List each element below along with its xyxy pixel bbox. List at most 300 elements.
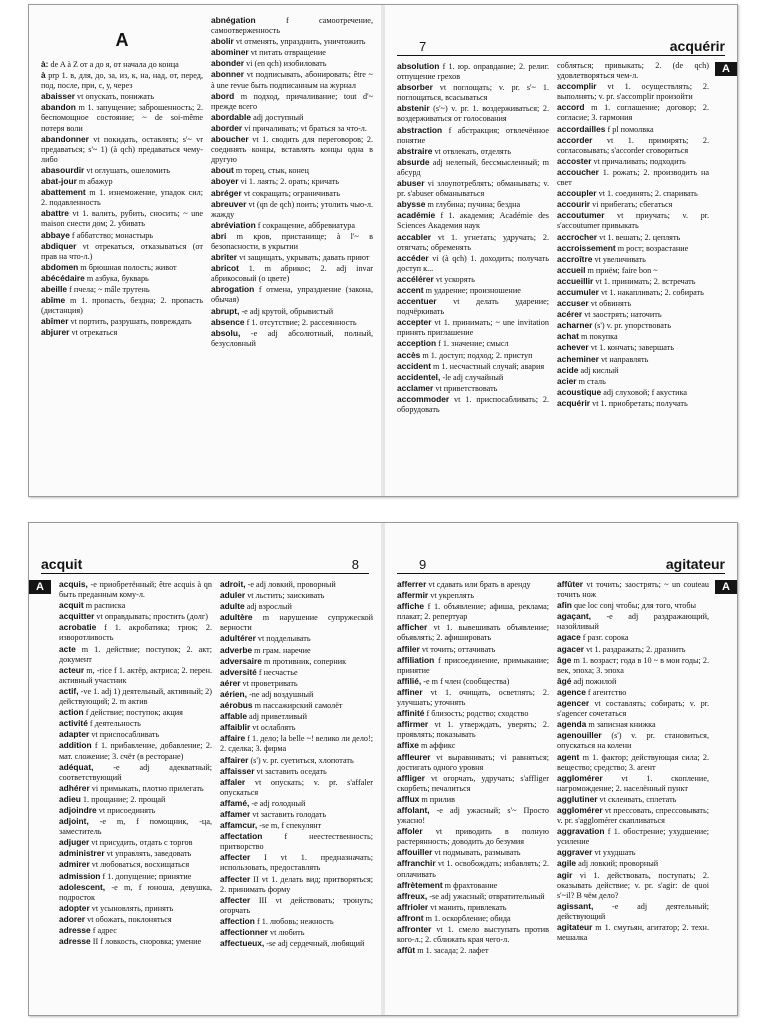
entry-headword: adolescent, xyxy=(59,881,106,892)
entry-headword: adorer xyxy=(59,913,86,924)
entry-headword: affront xyxy=(397,912,424,923)
entry-definition: vt любоваться, восхищаться xyxy=(89,860,190,870)
entry-definition: vt оглушать, ошеломить xyxy=(84,165,171,175)
section-letter: A xyxy=(115,30,129,50)
entry-definition: m прилив xyxy=(419,794,455,804)
entry-definition: vt льстить; заискивать xyxy=(245,591,325,601)
entry-headword: adhérer xyxy=(59,782,90,793)
entry-definition: vt 1. осуществлять; 2. выполнять; v. pr. s'accomplir произойти xyxy=(557,82,709,102)
dictionary-entry xyxy=(397,178,549,199)
dictionary-entry xyxy=(220,852,373,873)
dictionary-entry xyxy=(211,134,373,165)
entry-headword: affecter xyxy=(220,894,251,905)
dictionary-entry xyxy=(557,102,709,123)
entries xyxy=(397,579,549,956)
entry-definition: vt 1. кончать; завершать xyxy=(588,343,674,353)
entry-definition: f 1. дело; la belle ~! велико ли дело!; 2. сделка; 3. фирма xyxy=(220,734,373,754)
dictionary-entry xyxy=(59,600,212,611)
dictionary-entry xyxy=(220,927,373,938)
dictionary-entry xyxy=(397,773,549,794)
page-columns xyxy=(397,61,709,488)
dictionary-entry xyxy=(557,805,709,826)
entry-definition: vt делать ударение; подчёркивать xyxy=(397,297,549,317)
entry-headword: accoster xyxy=(557,155,592,166)
entry-headword: abbaye xyxy=(41,229,70,240)
dictionary-entry xyxy=(397,719,549,740)
entry-headword: agir xyxy=(557,869,573,880)
entry-definition: vt манить, привлекать xyxy=(428,902,507,912)
entry-headword: affaiblir xyxy=(220,722,251,733)
entry-headword: agglomérer xyxy=(557,772,603,783)
entry-definition: f 1. допущение; принятие xyxy=(100,871,192,881)
entry-headword: achat xyxy=(557,331,579,342)
dictionary-entry xyxy=(397,210,549,231)
entry-headword: abricot xyxy=(211,263,239,274)
entry-headword: abdiquer xyxy=(41,240,77,251)
entry-headword: abasourdir xyxy=(41,164,85,175)
dictionary-entry xyxy=(59,611,212,622)
page-number: 7 xyxy=(419,39,427,54)
entry-definition: II f ловкость, сноровка; умение xyxy=(90,937,202,947)
entry-headword: achever xyxy=(557,342,589,353)
entry-headword: aérien, xyxy=(220,688,248,699)
entry-headword: absolu, xyxy=(211,327,241,338)
entry-definition: vt оправдывать; простить (долг) xyxy=(94,612,208,622)
entry-headword: afin xyxy=(557,600,572,611)
entry-definition: f 1. юр. оправдание; 2. религ. отпущение грехов xyxy=(397,62,549,82)
dictionary-entry xyxy=(557,870,709,901)
entry-headword: adieu xyxy=(59,793,81,804)
dictionary-entry xyxy=(41,273,203,284)
entry-headword: acharner xyxy=(557,320,593,331)
dictionary-entry xyxy=(59,794,212,805)
dictionary-entry xyxy=(397,82,549,103)
entry-definition: m покупка xyxy=(578,332,618,342)
dictionary-entry xyxy=(220,667,373,678)
entries xyxy=(211,15,373,349)
entry-definition: vt усыновлять, принять xyxy=(89,903,174,913)
entry-headword: affoler xyxy=(397,826,423,837)
entry-headword: acte xyxy=(59,643,76,654)
entry-headword: agencer xyxy=(557,698,590,709)
entry-headword: agenda xyxy=(557,719,587,730)
entry-definition: m нарушение супружеской верности xyxy=(220,613,373,633)
dictionary-entry xyxy=(41,230,203,241)
entry-definition: f 1. акробатика; трюк; 2. изворотливость xyxy=(59,623,212,643)
dictionary-entry xyxy=(397,579,549,590)
page-number: 9 xyxy=(419,557,427,572)
entry-definition: -e adj крутой, обрывистый xyxy=(239,306,334,316)
entry-headword: affût xyxy=(397,945,416,956)
entry-definition: f действие; поступок; акция xyxy=(83,708,183,718)
entry-definition: vi злоупотреблять; обманывать; v. pr. s'abuser обманываться xyxy=(397,179,549,199)
entry-headword: affixe xyxy=(397,740,419,751)
dictionary-entry xyxy=(59,871,212,882)
entry-definition: m брюшная полость; живот xyxy=(78,262,177,272)
entry-headword: abuser xyxy=(397,178,425,189)
entry-definition: f 1. отсутствие; 2. рассеянность xyxy=(244,317,357,327)
dictionary-entry xyxy=(397,103,549,124)
entry-definition: vt заострять; наточить xyxy=(582,310,662,320)
column-2 xyxy=(211,15,373,488)
dictionary-entry xyxy=(59,718,212,729)
dictionary-entry xyxy=(397,338,549,349)
dictionary-entry xyxy=(397,601,549,622)
entry-headword: abréger xyxy=(211,187,242,198)
entry-headword: affrètement xyxy=(397,879,443,890)
dictionary-entry xyxy=(41,262,203,273)
entries xyxy=(557,579,709,943)
entry-headword: accord xyxy=(557,102,585,113)
entry-definition: m 1. засада; 2. лафет xyxy=(415,946,489,956)
dictionary-entry xyxy=(557,287,709,298)
page-columns xyxy=(397,579,709,1007)
entry-definition: vt 1. примирять; 2. согласовывать; s'accorder сговориться xyxy=(557,135,709,155)
entry-headword: affinité xyxy=(397,708,425,719)
entry-definition: adj доступный xyxy=(251,112,304,122)
dictionary-entry xyxy=(59,882,212,903)
dictionary-entry xyxy=(397,708,549,719)
entry-headword: abominer xyxy=(211,47,249,58)
dictionary-entry xyxy=(557,773,709,794)
entry-definition: adj нелепый, бессмысленный; m абсурд xyxy=(397,157,549,177)
dictionary-entry xyxy=(59,665,212,686)
entry-definition: vt приучать; v. pr. s'accoutumer привыкать xyxy=(557,211,709,231)
entry-headword: agglutiner xyxy=(557,793,598,804)
dictionary-entry xyxy=(41,91,203,102)
entry-definition: vt опускать, понижать xyxy=(75,92,154,102)
entry-definition: I vt 1. предназначать; использовать, предоставлять xyxy=(220,853,373,873)
entry-headword: acérer xyxy=(557,309,583,320)
entry-definition: -e adj ужасный; s'~ Просто ужасно! xyxy=(397,805,549,826)
entry-definition: m кров, пристанище; à l'~ в безопасности, в укрытии xyxy=(211,231,373,251)
dictionary-entry xyxy=(557,794,709,805)
dictionary-entry xyxy=(397,902,549,913)
dictionary-entry xyxy=(211,231,373,252)
dictionary-entry xyxy=(397,826,549,847)
entry-definition: vt 1. принимать; 2. встречать xyxy=(593,276,696,286)
dictionary-entry xyxy=(59,805,212,816)
entry-definition: III vt действовать; тронуть; огорчать xyxy=(220,895,373,915)
dictionary-entry xyxy=(557,719,709,730)
dictionary-entry xyxy=(557,611,709,632)
entry-definition: vt направлять xyxy=(598,354,649,364)
dictionary-entry xyxy=(59,848,212,859)
entry-definition: m 1. возраст; года в 10 ~ в мои годы; 2. век, эпоха; 3. эпоха xyxy=(557,655,709,675)
thumb-index-tab: A xyxy=(715,580,737,594)
entry-headword: adversité xyxy=(220,666,257,677)
dictionary-entry xyxy=(557,901,709,922)
entry-definition: m грам. наречие xyxy=(252,645,311,655)
dictionary-entry xyxy=(397,317,549,338)
dictionary-entry xyxy=(557,232,709,243)
entry-headword: abolir xyxy=(211,36,234,47)
entry-definition: собляться; привыкать; 2. (de qch) удовлетворяться чем-л. xyxy=(557,61,709,81)
entry-headword: affaire xyxy=(220,733,246,744)
entry-headword: abattement xyxy=(41,187,86,198)
entry-headword: agissant, xyxy=(557,900,594,911)
entry-headword: absorber xyxy=(397,82,433,93)
entry-headword: accepter xyxy=(397,317,432,328)
dictionary-entry xyxy=(41,327,203,338)
entry-definition: vt точить; заострять; ~ un couteau точить нож xyxy=(557,580,709,600)
entry-headword: affairer xyxy=(220,754,249,765)
entry-definition: vt 1. сводить для переговоров; 2. соединять концы, вставлять концы одна в другую xyxy=(211,135,373,165)
dictionary-entry xyxy=(397,880,549,891)
entry-headword: âgé xyxy=(557,675,572,686)
dictionary-entry xyxy=(557,632,709,643)
dictionary-entry xyxy=(211,263,373,284)
dictionary-entry xyxy=(220,766,373,777)
dictionary-entry xyxy=(41,134,203,165)
dictionary-entry xyxy=(41,59,203,70)
dictionary-entry xyxy=(397,125,549,146)
dictionary-entry xyxy=(557,61,709,81)
entry-definition: m 1. соглашение; договор; 2. согласие; 3. гармония xyxy=(557,103,709,123)
entry-headword: affaler xyxy=(220,776,246,787)
dictionary-entry xyxy=(557,298,709,309)
entry-headword: accroître xyxy=(557,253,593,264)
entry-definition: (s') v. pr. упорствовать xyxy=(592,321,671,331)
entry-headword: adroit, xyxy=(220,579,246,589)
entry-headword: aggraver xyxy=(557,847,593,858)
entry-definition: vt заставить голодать xyxy=(250,809,327,819)
dictionary-entry xyxy=(220,916,373,927)
entry-headword: accabler xyxy=(397,231,431,242)
entry-definition: m подход, причаливание; tout d'~ прежде всего xyxy=(211,91,373,111)
entry-definition: -e приобретённый; être acquis à qn быть преданным кому-л. xyxy=(59,580,212,600)
dictionary-entry xyxy=(557,730,709,751)
entry-headword: accéder xyxy=(397,252,429,263)
dictionary-entry xyxy=(211,165,373,176)
dictionary-entry xyxy=(220,874,373,895)
dictionary-entry xyxy=(397,253,549,274)
entry-headword: about xyxy=(211,165,234,176)
entry-definition: -se adj ужасный; отвратительный xyxy=(427,891,545,901)
dictionary-entry xyxy=(59,859,212,870)
entry-definition: m 1. доступ; подход; 2. приступ xyxy=(420,350,533,360)
dictionary-entry xyxy=(557,254,709,265)
entry-headword: afflux xyxy=(397,793,420,804)
entry-headword: aérer xyxy=(220,677,241,688)
dictionary-entry xyxy=(59,740,212,761)
entry-definition: -e m, f юноша, девушка, подросток xyxy=(59,882,212,902)
dictionary-entry xyxy=(397,794,549,805)
dictionary-entry xyxy=(59,686,212,707)
entry-definition: vt обвинять xyxy=(588,299,632,309)
header-word: acquit xyxy=(41,556,83,572)
entry-headword: acquit xyxy=(59,600,84,611)
entry-headword: affaisser xyxy=(220,765,255,776)
entries xyxy=(220,579,373,949)
entry-headword: affiliation xyxy=(397,654,435,665)
entry-definition: II vt 1. делать вид; притворяться; 2. принимать форму xyxy=(220,874,373,894)
entry-headword: agence xyxy=(557,686,586,697)
entry-definition: adj ловкий; проворный xyxy=(576,859,659,869)
entry-definition: f адрес xyxy=(90,926,117,935)
entry-definition: prp 1. в, для, до, за, из, к, на, над, от, перед, под, после, при, с, у, через xyxy=(41,71,203,91)
dictionary-entry xyxy=(59,729,212,740)
dictionary-entry xyxy=(220,722,373,733)
entry-headword: accès xyxy=(397,349,421,360)
entries xyxy=(397,61,549,415)
dictionary-entry xyxy=(397,924,549,945)
dictionary-entry xyxy=(211,58,373,69)
entry-headword: adopter xyxy=(59,902,90,913)
entry-definition: f присоединение, примыкание; принятие xyxy=(397,655,549,675)
dictionary-entry xyxy=(59,644,212,665)
entry-definition: m 1. изнеможение, упадок сил; 2. подавленность xyxy=(41,188,203,208)
dictionary-entry xyxy=(397,891,549,902)
entry-definition: vt (qn de qch) поить; утолить чью-л. жажду xyxy=(211,199,373,219)
entry-headword: afficher xyxy=(397,622,428,633)
entry-headword: accident xyxy=(397,360,431,371)
entry-headword: accoutumer xyxy=(557,210,605,221)
entry-definition: -e adj адекватный; соответствующий xyxy=(59,762,212,782)
entry-definition: f близость; родство; сходство xyxy=(424,709,529,719)
dictionary-entry xyxy=(397,383,549,394)
entry-definition: vt 1. вешать; 2. цеплять xyxy=(597,232,681,242)
entry-definition: f неестественность; притворство xyxy=(220,832,373,852)
entry-headword: affecter xyxy=(220,852,251,863)
entry-definition: m сталь xyxy=(576,376,606,386)
entry-definition: adj слуховой; f акустика xyxy=(601,387,688,397)
entry-definition: f pl помолвка xyxy=(605,124,654,134)
entry-definition: vi причаливать; vt браться за что-л. xyxy=(242,123,367,133)
entry-headword: adapter xyxy=(59,729,90,740)
dictionary-entry xyxy=(211,36,373,47)
entry-headword: aborder xyxy=(211,122,243,133)
entry-definition: vi (à qch) 1. доходить; получать доступ к... xyxy=(397,253,549,273)
entry-headword: agace xyxy=(557,632,581,643)
entry-headword: affamcur, xyxy=(220,820,258,831)
entry-definition: vt подделывать xyxy=(255,634,311,644)
dictionary-entry xyxy=(220,656,373,667)
entry-definition: m 1. смутьян, агитатор; 2. техн. мешалка xyxy=(557,923,709,943)
entry-definition: -e adj ловкий, проворный xyxy=(245,580,336,589)
dictionary-entry xyxy=(397,394,549,415)
entry-definition: vt укреплять xyxy=(428,591,474,601)
dictionary-entry xyxy=(220,777,373,798)
entry-definition: m противник, соперник xyxy=(261,656,347,666)
entry-headword: abandon xyxy=(41,102,76,113)
dictionary-entry xyxy=(220,798,373,809)
entry-headword: abîme xyxy=(41,295,66,306)
dictionary-entry xyxy=(557,265,709,276)
entry-definition: vi прибегать; сбегаться xyxy=(590,200,673,210)
dictionary-entry xyxy=(211,112,373,123)
entry-definition: vt 1. раздражать; 2. дразнить xyxy=(584,644,686,654)
dictionary-spread-bottom xyxy=(28,522,738,1016)
entry-headword: accourir xyxy=(557,199,591,210)
entry-headword: à: xyxy=(41,59,49,69)
entry-headword: abriter xyxy=(211,252,238,263)
dictionary-entry xyxy=(211,47,373,58)
entry-definition: adj приветливый xyxy=(247,712,307,722)
entry-headword: acier xyxy=(557,375,577,386)
dictionary-entry xyxy=(557,687,709,698)
dictionary-entry xyxy=(397,655,549,676)
entry-definition: vt 1. утверждать, уверять; 2. проявлять; показывать xyxy=(397,720,549,740)
entry-headword: adjoint, xyxy=(59,816,89,827)
dictionary-entry xyxy=(557,387,709,398)
dictionary-entry xyxy=(59,914,212,925)
entry-headword: agacer xyxy=(557,643,585,654)
entry-definition: f отмена, упразднение (закона, обычая) xyxy=(211,285,373,305)
entry-headword: agile xyxy=(557,858,577,869)
entry-headword: adulte xyxy=(220,601,245,612)
entry-headword: affronter xyxy=(397,924,432,934)
entry-definition: (s'~) v. pr. 1. воздерживаться; 2. воздерживаться от голосования xyxy=(397,104,549,124)
dictionary-entry xyxy=(397,274,549,285)
entry-headword: acquis, xyxy=(59,579,88,589)
entry-definition: vt 1. соединять; 2. спаривать xyxy=(596,189,698,199)
dictionary-entry xyxy=(557,210,709,231)
entry-definition: vt сокращать; ограничивать xyxy=(241,188,340,198)
entry-definition: de A à Z от а до я, от начала до конца xyxy=(48,60,179,69)
dictionary-entry xyxy=(557,199,709,210)
dictionary-entry xyxy=(397,285,549,296)
dictionary-entry xyxy=(557,342,709,353)
dictionary-entry xyxy=(397,157,549,178)
entry-headword: activité xyxy=(59,718,88,729)
entry-definition: m 1. запущение; заброшенность; 2. беспомощное состояние; ~ de soi-même потеря воли xyxy=(41,103,203,133)
entry-headword: adultère xyxy=(220,612,253,623)
dictionary-entry xyxy=(397,805,549,826)
entry-definition: 1. m абрикос; 2. adj invar абрикосовый (о цвете) xyxy=(211,264,373,284)
dictionary-entry xyxy=(557,81,709,102)
entry-headword: abonder xyxy=(211,58,245,69)
dictionary-entry xyxy=(211,176,373,187)
page-columns xyxy=(41,15,373,488)
dictionary-entry xyxy=(397,350,549,361)
entry-definition: vt склеивать, сплетать xyxy=(597,794,677,804)
dictionary-entry xyxy=(397,146,549,157)
dictionary-entry xyxy=(557,167,709,188)
entry-headword: affection xyxy=(220,915,255,926)
entry-headword: affermir xyxy=(397,590,429,601)
entry-definition: -e adj абсолютный, полный, безусловный xyxy=(211,328,373,348)
entry-headword: accoupler xyxy=(557,188,597,199)
entry-headword: affiler xyxy=(397,643,420,654)
dictionary-entry xyxy=(211,15,373,36)
entry-definition: m абажур xyxy=(76,177,113,187)
entry-definition: adj пожилой xyxy=(571,676,617,686)
dictionary-entry xyxy=(220,733,373,754)
entry-definition: vt составлять; собирать; v. pr. s'agencer сочетаться xyxy=(557,699,709,719)
entry-definition: vt 1. вывешивать объявление; объявлять; 2. афишировать xyxy=(397,623,549,643)
entry-definition: vt заставить оседать xyxy=(254,766,327,776)
entry-definition: vt опускать; v. pr. s'affaler опускаться xyxy=(220,777,373,797)
dictionary-entry xyxy=(397,622,549,643)
entry-definition: vt 1. скопление, нагромождение; 2. населённый пункт xyxy=(557,773,709,793)
entry-headword: abstraire xyxy=(397,145,433,156)
entry-headword: acquitter xyxy=(59,611,95,622)
dictionary-entry xyxy=(220,633,373,644)
dictionary-entry xyxy=(220,711,373,722)
dictionary-entry xyxy=(557,156,709,167)
page-right xyxy=(385,523,737,1015)
dictionary-entry xyxy=(220,590,373,601)
entry-definition: vt точить; оттачивать xyxy=(419,644,496,654)
entries xyxy=(557,61,709,409)
entry-headword: abnégation xyxy=(211,15,256,25)
entry-headword: abstenir xyxy=(397,103,430,114)
dictionary-entry xyxy=(59,837,212,848)
column-1 xyxy=(59,579,212,1007)
entry-definition: f 1. значение; смысл xyxy=(436,339,509,349)
entry-definition: vt ухудшать xyxy=(592,848,636,858)
